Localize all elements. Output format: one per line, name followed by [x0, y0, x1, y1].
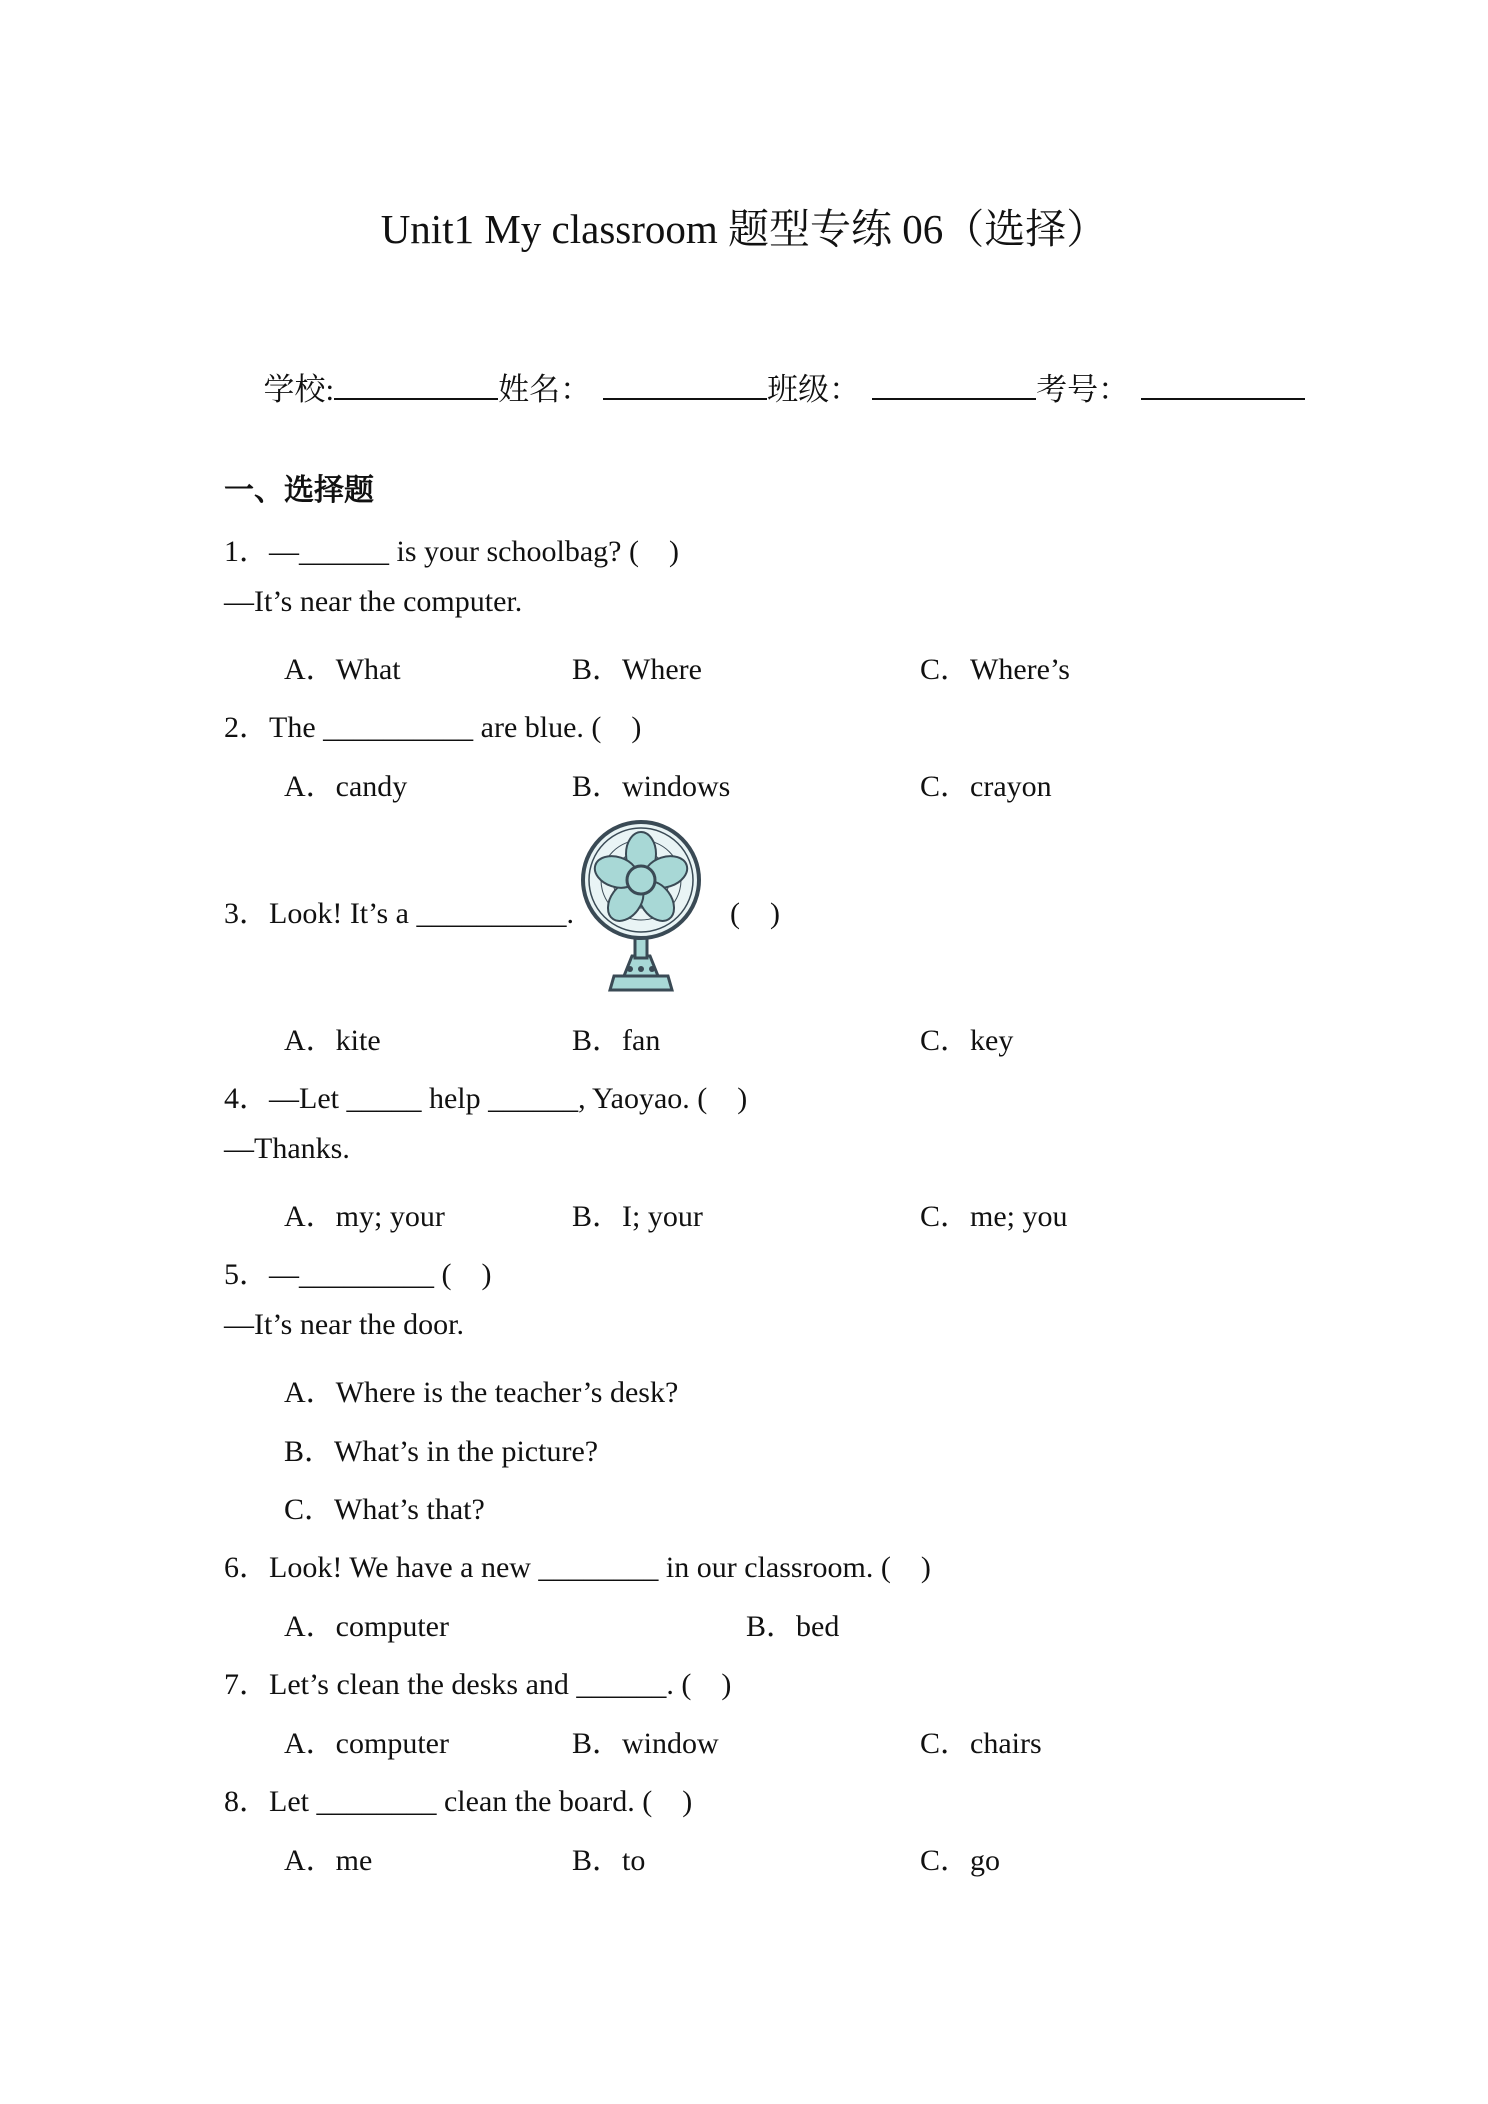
- question-3-option-b[interactable]: B．fan: [572, 1024, 661, 1057]
- fan-image: [580, 818, 702, 998]
- question-7-stem: 7．Let’s clean the desks and ______. ( ): [224, 1668, 732, 1701]
- question-2-option-b[interactable]: B．windows: [572, 770, 731, 803]
- school-blank[interactable]: [334, 364, 498, 400]
- question-6-stem: 6．Look! We have a new ________ in our classroom. ( ): [224, 1551, 931, 1584]
- question-8-option-c[interactable]: C．go: [920, 1844, 1001, 1877]
- question-5-sub: —It’s near the door.: [224, 1308, 464, 1341]
- question-3-option-a[interactable]: A．kite: [284, 1024, 381, 1057]
- question-2-stem: 2．The __________ are blue. ( ): [224, 711, 642, 744]
- question-5-option-a[interactable]: A．Where is the teacher’s desk?: [284, 1376, 679, 1409]
- class-blank[interactable]: [872, 364, 1036, 400]
- exam-no-blank[interactable]: [1141, 364, 1305, 400]
- question-1-option-b[interactable]: B．Where: [572, 653, 702, 686]
- question-4-sub: —Thanks.: [224, 1132, 350, 1165]
- question-1-stem: 1．—______ is your schoolbag? ( ): [224, 535, 679, 568]
- question-5-stem: 5．—_________ ( ): [224, 1258, 492, 1291]
- question-7-option-b[interactable]: B．window: [572, 1727, 719, 1760]
- question-3-option-c[interactable]: C．key: [920, 1024, 1014, 1057]
- question-1-option-a[interactable]: A．What: [284, 653, 401, 686]
- question-4-stem: 4．—Let _____ help ______, Yaoyao. ( ): [224, 1082, 748, 1115]
- question-3-stem: 3．Look! It’s a __________.: [224, 897, 574, 930]
- question-4-option-a[interactable]: A．my; your: [284, 1200, 445, 1233]
- question-1-option-c[interactable]: C．Where’s: [920, 653, 1070, 686]
- school-label: 学校:: [263, 372, 335, 407]
- name-blank[interactable]: [603, 364, 767, 400]
- student-info-line: [248, 328, 1305, 409]
- page-title: Unit1 My classroom 题型专练 06（选择）: [380, 206, 1108, 252]
- question-6-option-b[interactable]: B．bed: [746, 1610, 840, 1643]
- question-7-option-c[interactable]: C．chairs: [920, 1727, 1042, 1760]
- question-6-option-a[interactable]: A．computer: [284, 1610, 449, 1643]
- question-8-option-b[interactable]: B．to: [572, 1844, 646, 1877]
- question-4-option-c[interactable]: C．me; you: [920, 1200, 1068, 1233]
- question-8-option-a[interactable]: A．me: [284, 1844, 373, 1877]
- question-3-paren: ( ): [730, 897, 780, 930]
- question-2-option-a[interactable]: A．candy: [284, 770, 408, 803]
- question-2-option-c[interactable]: C．crayon: [920, 770, 1052, 803]
- section-title: 一、选择题: [224, 473, 374, 508]
- question-5-option-b[interactable]: B．What’s in the picture?: [284, 1435, 599, 1468]
- question-8-stem: 8．Let ________ clean the board. ( ): [224, 1785, 693, 1818]
- question-5-option-c[interactable]: C．What’s that?: [284, 1493, 485, 1526]
- exam-no-label: 考号：: [1036, 372, 1130, 407]
- question-1-sub: —It’s near the computer.: [224, 585, 523, 618]
- name-label: 姓名：: [498, 372, 592, 407]
- fan-icon: [580, 818, 702, 998]
- question-7-option-a[interactable]: A．computer: [284, 1727, 449, 1760]
- question-4-option-b[interactable]: B．I; your: [572, 1200, 703, 1233]
- class-label: 班级：: [767, 372, 861, 407]
